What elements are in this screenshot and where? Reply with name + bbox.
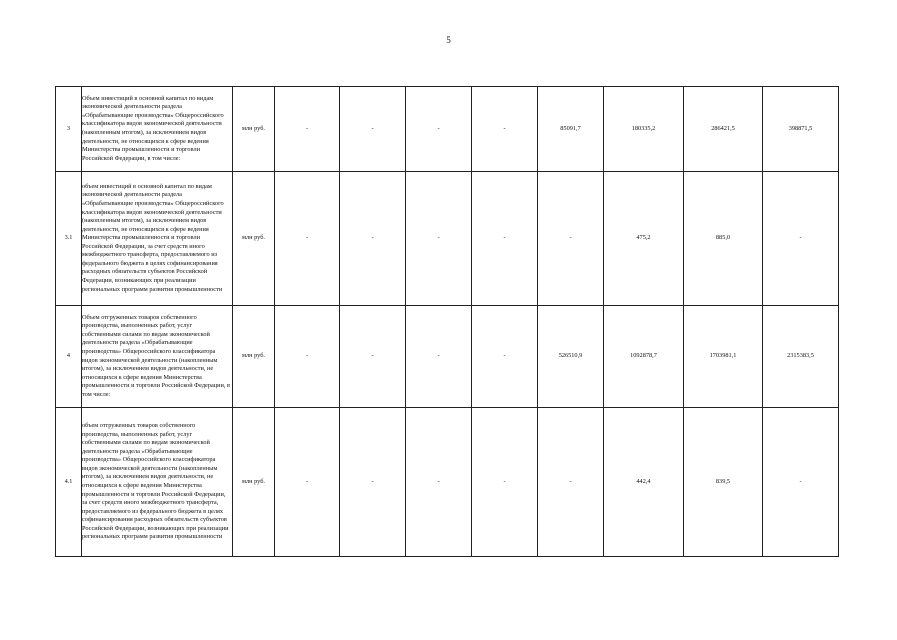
value-cell: 2315383,5 (763, 306, 839, 408)
unit-cell: млн руб. (233, 408, 275, 557)
value-cell: 839,5 (684, 408, 763, 557)
value-cell: - (406, 408, 472, 557)
value-cell: - (340, 87, 406, 172)
value-cell: 1092878,7 (604, 306, 684, 408)
value-cell: 398871,5 (763, 87, 839, 172)
value-cell: 1703981,1 (684, 306, 763, 408)
row-number: 3 (56, 87, 82, 172)
value-cell: - (763, 172, 839, 306)
value-cell: - (406, 306, 472, 408)
unit-cell: млн руб. (233, 306, 275, 408)
value-cell: - (275, 87, 340, 172)
value-cell: - (406, 87, 472, 172)
row-number: 4.1 (56, 408, 82, 557)
value-cell: - (275, 306, 340, 408)
indicators-table (55, 86, 839, 557)
value-cell: 526510,9 (538, 306, 604, 408)
row-number: 3.1 (56, 172, 82, 306)
table-body (56, 87, 839, 557)
value-cell: 85091,7 (538, 87, 604, 172)
value-cell: - (340, 306, 406, 408)
indicator-description: объем отгруженных товаров собственного производства, выполненных работ, услуг собственными силами по видам экономической деятельности раздела «Обрабатывающие производства» Общероссийского классификатора видов экономической деятельности (накопленным итогом), за исключением видов деятельности, не относящихся к сфере ведения Министерства промышленности и торговли Российской Федерации, за счет средств иного межбюджетного трансферта, предоставляемого из федерального бюджета в целях софинансирования расходных обязательств субъектов Российской Федерации, возникающих при реализации региональных программ развития промышленности (82, 408, 233, 557)
value-cell: 286421,5 (684, 87, 763, 172)
indicator-description: Объем инвестиций в основной капитал по видам экономической деятельности раздела «Обрабатывающие производства» Общероссийского классификатора видов экономической деятельности (накопленным итогом), за исключением видов деятельности, не относящихся к сфере ведения Министерства промышленности и торговли Российской Федерации, в том числе: (82, 87, 233, 172)
value-cell: - (275, 408, 340, 557)
page-number: 5 (446, 35, 451, 45)
value-cell: - (275, 172, 340, 306)
unit-cell: млн руб. (233, 87, 275, 172)
table-row (56, 408, 839, 557)
value-cell: - (538, 408, 604, 557)
value-cell: 442,4 (604, 408, 684, 557)
table-row (56, 306, 839, 408)
value-cell: - (472, 306, 538, 408)
value-cell: - (340, 172, 406, 306)
value-cell: - (472, 408, 538, 557)
unit-cell: млн руб. (233, 172, 275, 306)
value-cell: - (472, 172, 538, 306)
value-cell: 475,2 (604, 172, 684, 306)
value-cell: - (763, 408, 839, 557)
indicator-description: объем инвестиций в основной капитал по видам экономической деятельности раздела «Обрабатывающие производства» Общероссийского классификатора видов экономической деятельности (накопленным итогом), за исключением видов деятельности, не относящихся к сфере ведения Министерства промышленности и торговли Российской Федерации, за счет средств иного межбюджетного трансферта, предоставляемого из федерального бюджета в целях софинансирования расходных обязательств субъектов Российской Федерации, возникающих при реализации региональных программ развития промышленности (82, 172, 233, 306)
value-cell: - (406, 172, 472, 306)
table-row (56, 172, 839, 306)
indicator-description: Объем отгруженных товаров собственного производства, выполненных работ, услуг собственными силами по видам экономической деятельности раздела «Обрабатывающие производства» Общероссийского классификатора видов экономической деятельности (накопленным итогом), за исключением видов деятельности, не относящихся к сфере ведения Министерства промышленности и торговли Российской Федерации, в том числе: (82, 306, 233, 408)
value-cell: 180335,2 (604, 87, 684, 172)
value-cell: 885,0 (684, 172, 763, 306)
value-cell: - (472, 87, 538, 172)
value-cell: - (538, 172, 604, 306)
value-cell: - (340, 408, 406, 557)
table-row (56, 87, 839, 172)
row-number: 4 (56, 306, 82, 408)
